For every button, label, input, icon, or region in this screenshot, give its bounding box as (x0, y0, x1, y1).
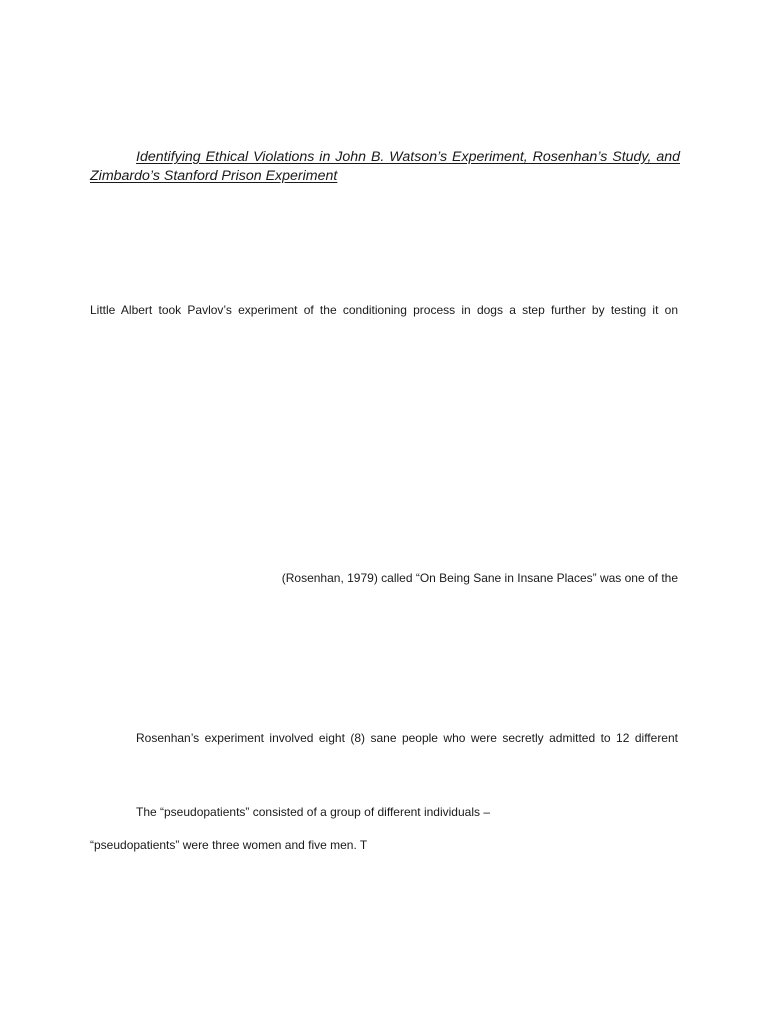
body-line-rosenhan-citation: (Rosenhan, 1979) called “On Being Sane in Insane Places” was one of the (281, 571, 678, 585)
body-line-pseudopatients-composition: “pseudopatients” were three women and five men. T (90, 838, 368, 852)
document-title: Identifying Ethical Violations in John B. Watson’s Experiment, Rosenhan’s Study, and Zimbardo’s Stanford Prison Experiment (90, 149, 680, 184)
body-line-rosenhan-experiment: Rosenhan’s experiment involved eight (8) sane people who were secretly admitted to 12 different (136, 731, 678, 745)
body-line-pseudopatients-group: The “pseudopatients” consisted of a group of different individuals – (136, 805, 490, 819)
body-line-little-albert: Little Albert took Pavlov’s experiment of the conditioning process in dogs a step further by testing it on (90, 303, 678, 317)
